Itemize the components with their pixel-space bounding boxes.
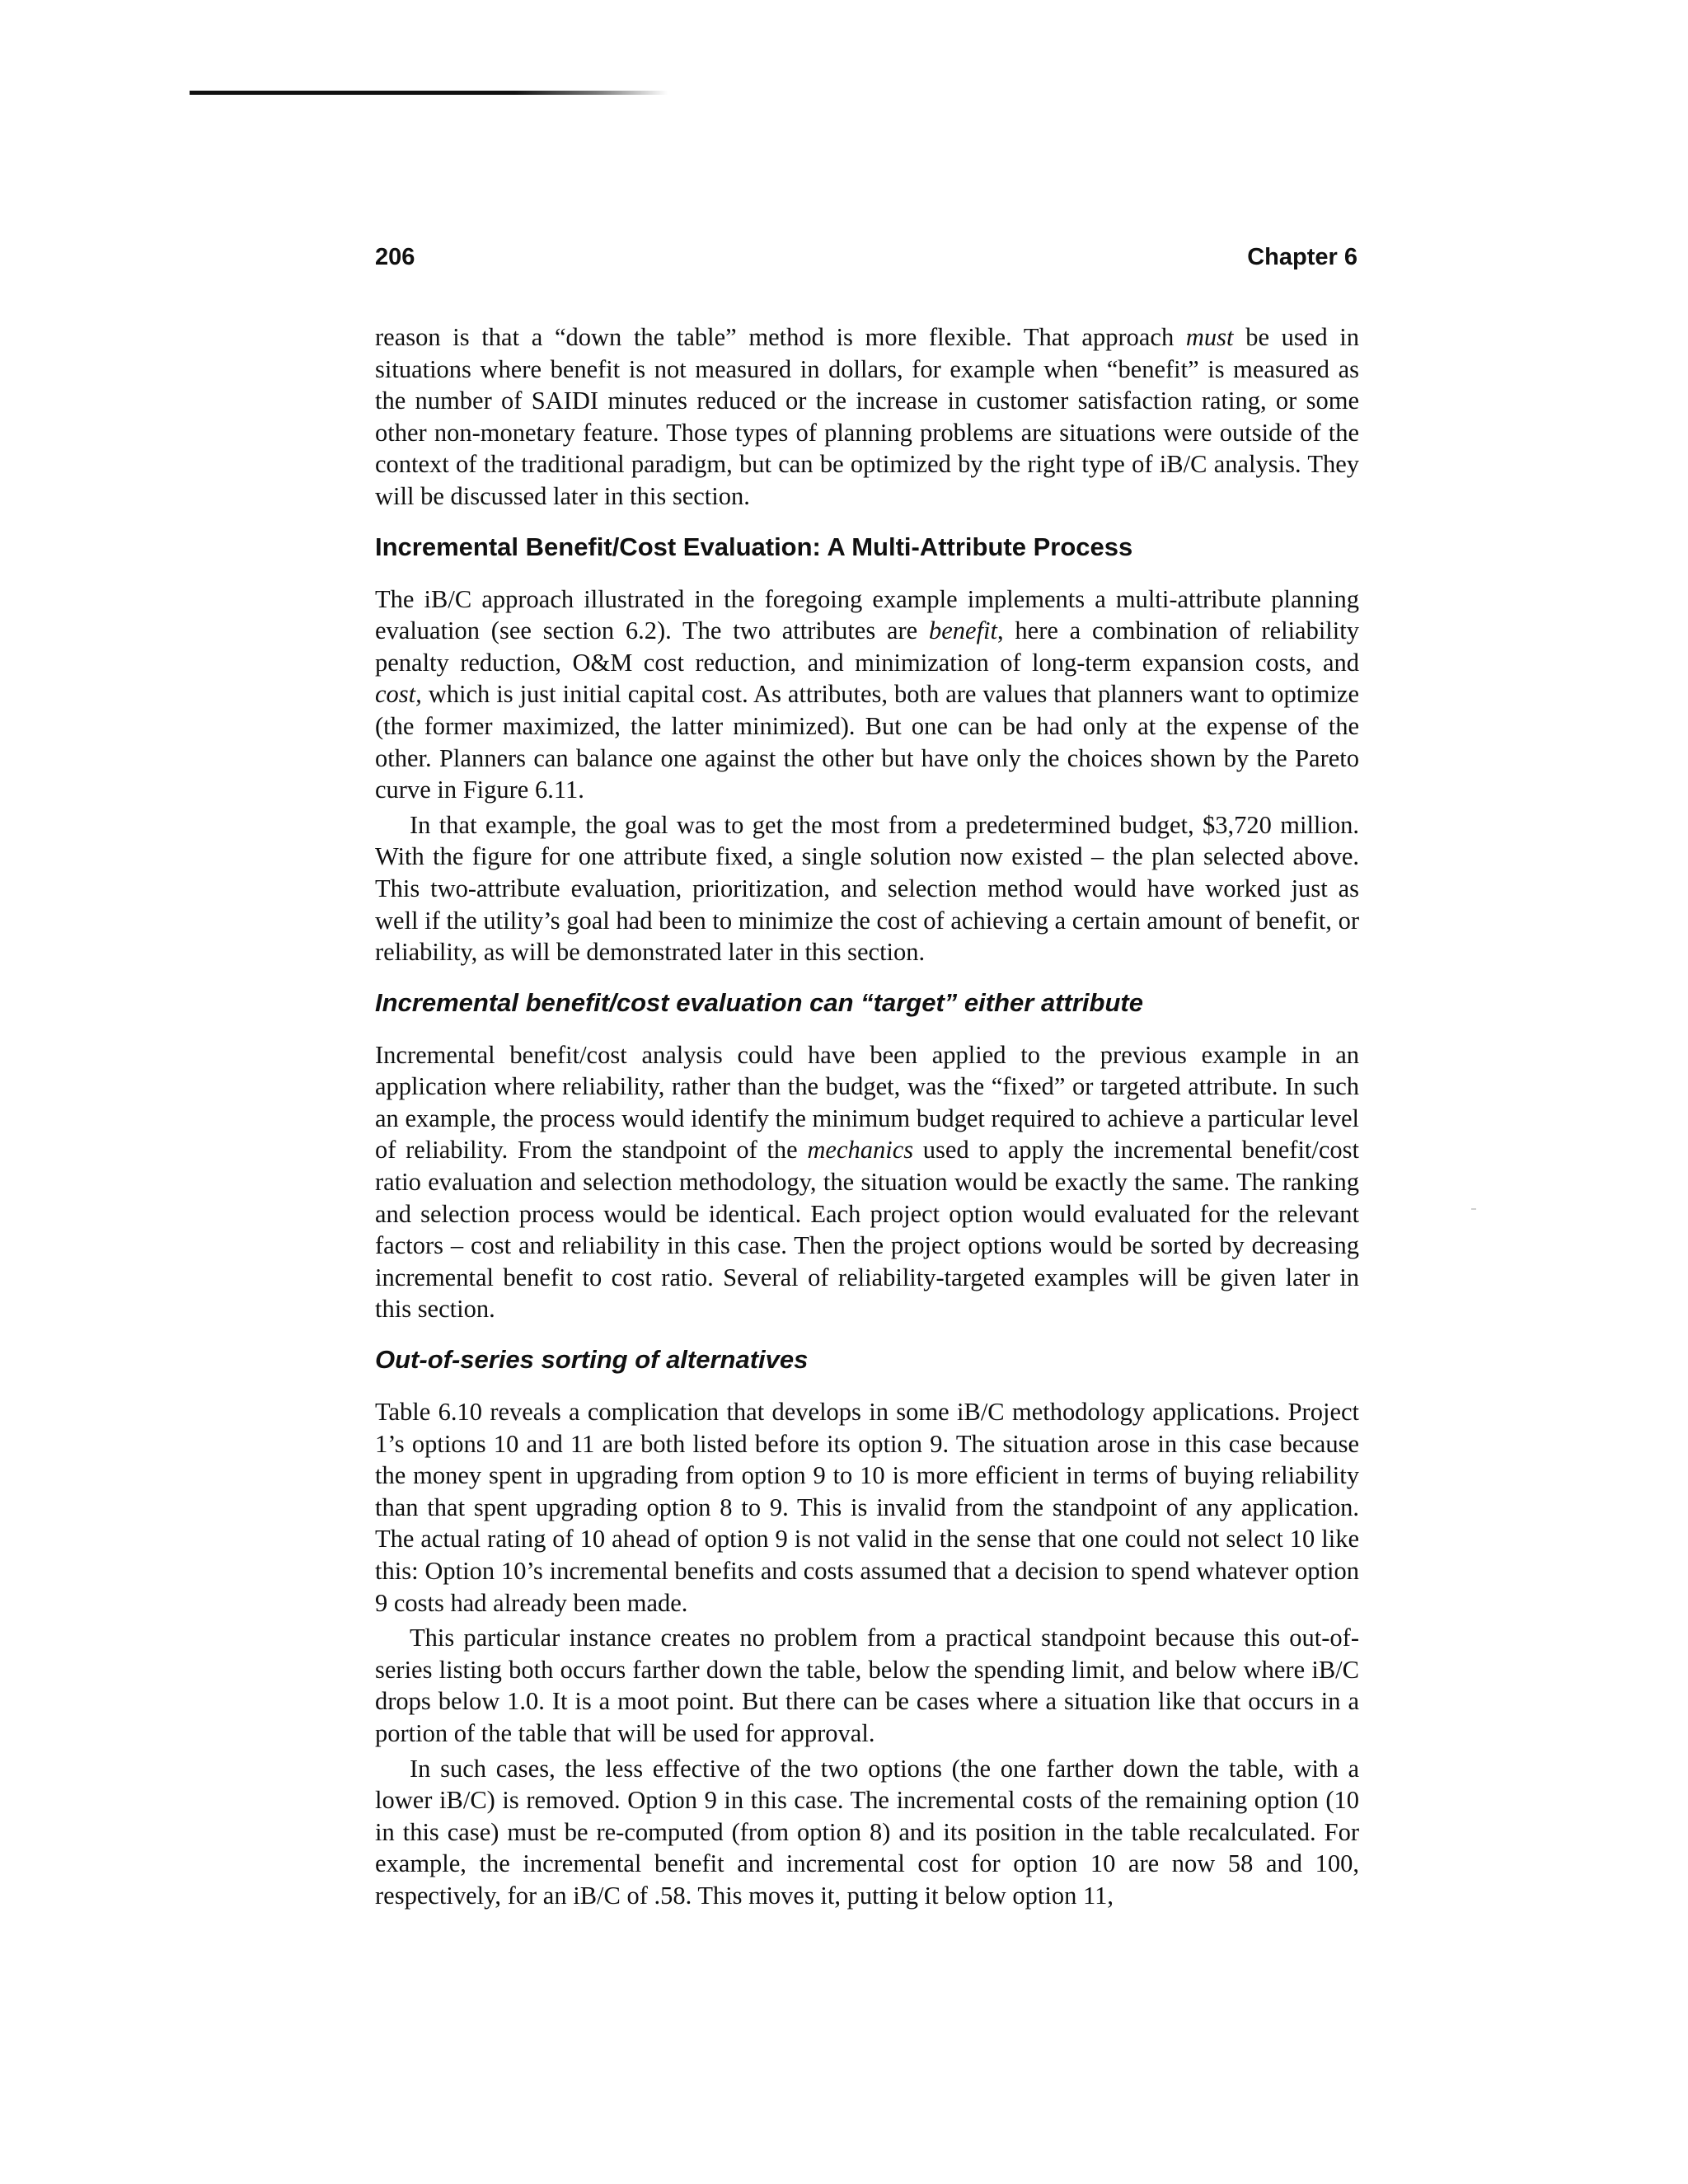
text-run: The iB/C approach illustrated in the foregoing example implements a multi-attribute planning evaluation (see section 6.2). The two attributes are	[375, 584, 1359, 645]
paragraph-target-attribute	[375, 1039, 1359, 1325]
paragraph-intro	[375, 321, 1359, 513]
emphasis: mechanics	[807, 1136, 914, 1165]
page-number: 206	[375, 244, 415, 270]
chapter-label: Chapter 6	[1247, 244, 1357, 270]
text-run: , here a combination of reliability penalty reduction, O&M cost reduction, and minimization of long-term expansion costs, and	[375, 616, 1359, 677]
section-heading: Incremental Benefit/Cost Evaluation: A Multi-Attribute Process	[375, 532, 1133, 561]
running-head	[375, 244, 1357, 277]
emphasis: must	[1185, 323, 1234, 351]
emphasis: cost,	[375, 680, 422, 709]
top-rule	[190, 91, 668, 95]
text-run: reason is that a “down the table” method is more flexible. That approach	[375, 323, 1186, 351]
page-body	[375, 321, 1359, 1912]
scan-mark	[1471, 1208, 1476, 1210]
paragraph-multi-attribute	[375, 583, 1359, 806]
subsection-heading-out-of-series: Out-of-series sorting of alternatives	[375, 1345, 809, 1375]
text-run: be used in situations where benefit is not measured in dollars, for example when “benefit” is measured as the number of SAIDI minutes reduced or the increase in customer satisfaction rating, or some other non-monetary feature. Those types of planning problems are situations were outside of the context of the traditional paradigm, but can be optimized by the right type of iB/C analysis. They will be discussed later in this section.	[375, 323, 1359, 510]
text-run: which is just initial capital cost. As attributes, both are values that planners want to optimize (the former maximized, the latter minimized). But one can be had only at the expense of the other. Planners can balance one against the other but have only the choices shown by the Pareto curve in Figure 6.11.	[375, 680, 1359, 804]
subsection-heading-target: Incremental benefit/cost evaluation can “target” either attribute	[375, 987, 1143, 1017]
paragraph-budget-example: In that example, the goal was to get the most from a predetermined budget, $3,720 million. With the figure for one attribute fixed, a single solution now existed – the plan selected above. This two-attribute evaluation, prioritization, and selection method would have worked just as well if the utility’s goal had been to minimize the cost of achieving a certain amount of benefit, or reliability, as will be demonstrated later in this section.	[375, 810, 1359, 967]
paragraph-recompute: In such cases, the less effective of the two options (the one farther down the table, with a lower iB/C) is removed. Option 9 in this case. The incremental costs of the remaining option (10 in this case) must be re-computed (from option 8) and its position in the table recalculated. For example, the incremental benefit and incremental cost for option 10 are now 58 and 100, respectively, for an iB/C of .58. This moves it, putting it below option 11,	[375, 1754, 1359, 1910]
emphasis: benefit	[929, 616, 997, 645]
paragraph-out-of-series: Table 6.10 reveals a complication that develops in some iB/C methodology applications. Project 1’s options 10 and 11 are both listed before its option 9. The situation arose in this case because the money spent in upgrading from option 9 to 10 is more efficient in terms of buying reliability than that spent upgrading option 8 to 9. This is invalid from the standpoint of any application. The actual rating of 10 ahead of option 9 is not valid in the sense that one could not select 10 like this: Option 10’s incremental benefits and costs assumed that a decision to spend whatever option 9 costs had already been made.	[375, 1398, 1359, 1617]
text-run: used to apply the incremental benefit/cost ratio evaluation and selection methodology, the situation would be exactly the same. The ranking and selection process would be identical. Each project option would evaluated for the relevant factors – cost and reliability in this case. Then the project options would be sorted by decreasing incremental benefit to cost ratio. Several of reliability-targeted examples will be given later in this section.	[375, 1136, 1360, 1324]
paragraph-practical-standpoint: This particular instance creates no problem from a practical standpoint because this out-of-series listing both occurs farther down the table, below the spending limit, and below where iB/C drops below 1.0. It is a moot point. But there can be cases where a situation like that occurs in a portion of the table that will be used for approval.	[375, 1624, 1359, 1747]
text-run: Incremental benefit/cost analysis could have been applied to the previous example in an application where reliability, rather than the budget, was the “fixed” or targeted attribute. In such an example, the process would identify the minimum budget required to achieve a particular level of reliability. From the standpoint of the	[375, 1040, 1359, 1165]
